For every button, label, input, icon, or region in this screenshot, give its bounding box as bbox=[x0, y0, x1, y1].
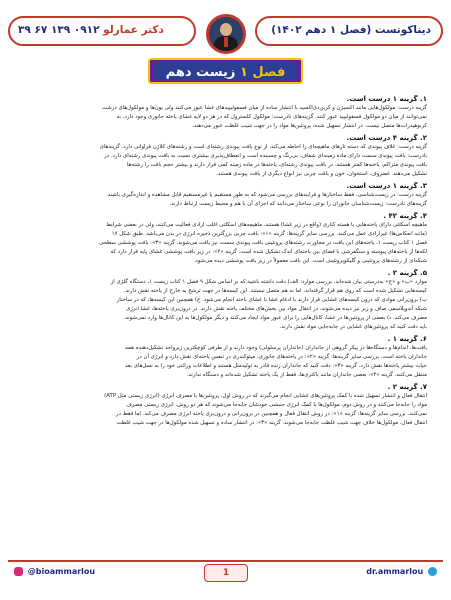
question-heading: ۵. گزینه ۲ . bbox=[387, 269, 427, 277]
answer-text-line: ماهیچه اسکلتی دارای یاخته‌هایی با هسته کناری (واقع در زیر غشا) هستند. ماهیچه‌های اسکلتی اغلب ارادی فعالیت می‌کنند، ولی در بعضی شرایط bbox=[106, 222, 427, 228]
answer-text-line: نادرست: بافت پیوندی سست دارای ماده زمینه‌ای شفاف، بی‌رنگ و چسبنده است و انعطاف‌پذیری بیشتری نسبت به بافت پیوندی رشته‌ای دارد. در bbox=[104, 153, 427, 159]
question-heading: ۷. گزینه ۲ . bbox=[387, 383, 427, 391]
answer-text-line: حیات بیشتر یاخته‌ها نقش دارد. گزینه «۳»: دقت کنید که جانداران زنده قادر به تولیدمثل هستند و اطلاعات وراثتی خود را به نسل‌های بعد bbox=[125, 363, 427, 369]
answer-text-line: بافت پیوندی متراکم، یاخته‌ها کمتر هستند. در بافت پیوندی رشته‌ای، یاخته‌ها در ماده زمینه کمی قرار دارند و بیشتر حجم بافت را رشته‌ها bbox=[126, 162, 427, 168]
answer-text-line: فصل ۱ کتاب زیست ۱، یاخته‌های این بافت در مجاورت رشته‌های پروتئینی بافت پیوندی سست نیز یافت می‌شوند. گزینه «۳»: بافت پوششی سطحی bbox=[99, 240, 427, 246]
instagram-handle[interactable]: @bioammarlou bbox=[27, 567, 96, 576]
answer-text-line: گزینه درست: مولکول‌هایی مانند اکسیژن و کربن‌دی‌اکسید با انتشار ساده از میان فسفولیپیدهای غشا عبور می‌کنند ولی یون‌ها و مولکول‌های درشت bbox=[101, 105, 427, 111]
answer-text-line: نمی‌توانند از میان دو مولکول فسفولیپید عبور کنند. گزینه‌های نادرست: مولکول کلسترول که در هر دو لایه غشای یاخته جانوری وجود دارد، به bbox=[116, 114, 427, 120]
telegram-icon bbox=[428, 567, 437, 576]
answer-list bbox=[24, 92, 427, 552]
answer-text-line: منتقل می‌کنند. گزینه «۴»: بعضی جانداران مانند باکتری‌ها، فقط از یک یاخته تشکیل شده‌اند و دستگاه ندارند. bbox=[186, 372, 427, 378]
answer-text-line: باید دقت کنید که پروتئین‌های غشایی در جابه‌جایی مواد نقش دارند. bbox=[279, 324, 427, 330]
answer-text-line: شبکه‌ای از رشته‌های پروتئینی و گلیکوپروتئینی است. این بافت معمولاً در زیر بافت پوششی دیده می‌شود. bbox=[193, 258, 427, 264]
answer-text-line: ب) برون‌رانی موادی که درون کیسه‌های غشایی قرار دارند با ادغام غشا با غشای یاخته انجام می‌شود. ج) همچنین این کیسه‌ها، که در ساختار bbox=[116, 297, 427, 303]
chapter-subject: زیست دهم bbox=[165, 65, 236, 80]
answer-text-line: مصرف می‌کند. د) بعضی از پروتئین‌ها در غشا، کانال‌هایی را برای عبور مواد ایجاد می‌کنند و دیگر مولکول‌ها به این کانال‌ها وارد نمی‌شوند. bbox=[123, 315, 427, 321]
author-avatar bbox=[206, 14, 246, 54]
author-name: دکتر عمارلو bbox=[103, 24, 164, 36]
answer-text-line: بافت‌ها، اندام‌ها و دستگاه‌ها در پیکر گروهی از جانداران (جانداران پرسلولی) وجود دارند و از طرفی کوچکترین زیرواحد تشکیل‌دهنده همه bbox=[125, 345, 427, 351]
answer-text-line: جانداران یاخته است. بررسی سایر گزینه‌ها: گزینه «۲»: در یاخته‌های جانوری، میتوکندری در تنفس یاخته‌ای نقش دارد و انرژی آن در bbox=[136, 354, 427, 360]
answer-text-line: کربوهیدرات‌ها متصل نیست. در انتشار تسهیل شده، پروتئین‌ها مواد را در جهت شیب غلظت عبور می‌دهند. bbox=[192, 123, 427, 129]
answer-text-line: گزینه درست: غلاف پیوندی که دسته تارهای ماهیچه‌ای را احاطه می‌کند، از نوع بافت پیوندی رشته‌ای است و رشته‌های کلاژن فراوانی دارد. گزینه‌های bbox=[99, 144, 427, 150]
question-heading: ۲. گزینه ۴ درست است. bbox=[346, 134, 427, 142]
answer-text-line: گزینه‌های نادرست: زیست‌شناسان جانوران را نوعی ساختار می‌دانند که اجزای آن با هم و محیط زیست ارتباط دارند. bbox=[169, 201, 427, 207]
answer-text-line: تشکیل می‌دهند. غضروف، استخوان، خون و بافت چربی نیز انواع دیگری از بافت پیوندی هستند. bbox=[216, 171, 427, 177]
instagram-icon bbox=[14, 567, 23, 576]
answer-text-line: موارد «ب» و «ج» به‌درستی بیان شده‌اند. بررسی موارد: الف) دقت داشته باشید که بر اساس شکل ۹ فصل ۱ کتاب زیست ۱، دستگاه گلژی از bbox=[110, 279, 427, 285]
question-heading: ۱. گزینه ۱ درست است. bbox=[346, 95, 427, 103]
question-heading: ۳. گزینه ۱ درست است. bbox=[346, 182, 427, 190]
header-title: دیناکوتست (فصل ۱ دهم ۱۴۰۲) bbox=[271, 24, 431, 36]
answer-text-line: انتقال فعال، مولکول‌ها خلاف جهت شیب غلظت جابه‌جا می‌شوند. گزینه «۳»: در انتشار ساده و تسهیل شده مولکول‌ها در جهت شیب غلظت bbox=[116, 420, 427, 426]
author-phone: ۰۹۱۲ ۱۳۹ ۶۷ ۳۹ bbox=[18, 24, 100, 36]
answer-text-line: مواد را جابه‌جا می‌کنند و در روش دوم، مولکول‌ها با کمک انرژی جنبشی خودشان جابه‌جا می‌شوند که هر دو روش، انرژی زیستی مصرف bbox=[126, 402, 427, 408]
answer-text-line: گزینه درست: در زیست‌شناسی، فقط ساختارها و فرایندهای بررسی می‌شود که به طور مستقیم یا غیرمستقیم قابل مشاهده و اندازه‌گیری باشند. bbox=[106, 192, 427, 198]
email-handle[interactable]: dr.ammarlou bbox=[366, 567, 424, 576]
answer-text-line: انتقال فعال و انتشار تسهیل شده با کمک پروتئین‌های غشایی انجام می‌گیرند که در روش اول، پروتئین‌ها با مصرف انرژی (انرژی زیستی مثل ATP) bbox=[104, 393, 427, 399]
page-number: 1 bbox=[204, 564, 248, 582]
answer-text-line: نمی‌کنند. بررسی سایر گزینه‌ها: گزینه «۱»: در روش انتقال فعال و همچنین در برون‌رانی و درون‌بری یاخته انرژی مصرف می‌کند. اما فقط در bbox=[116, 411, 427, 417]
header-author-box bbox=[8, 16, 196, 46]
header bbox=[8, 14, 443, 48]
answer-text-line: کیسه‌هایی تشکیل شده است که روی هم قرار گرفته‌اند، اما نه هم متصل نیستند. این کیسه‌ها در جهت ترشح به خارج از یاخته نقش دارند. bbox=[123, 288, 427, 294]
answer-text-line: لکه‌ها از یاخته‌های پیوسته و سنگفرشی با فضای بین یاخته‌ای اندک تشکیل شده است. گزینه «۲»: در زیر بافت پوششی غشای پایه قرار دارد که bbox=[110, 249, 427, 255]
chapter-title-banner bbox=[148, 58, 303, 84]
answer-text-line: (مانند انعکاس‌ها) غیرارادی عمل می‌کنند. بررسی سایر گزینه‌ها: گزینه «۱»: بافت چربی بزرگترین ذخیره انرژی در بدن می‌باشد. طبق شکل ۱۷ bbox=[111, 231, 427, 237]
question-heading: ۴. گزینه ۴۲ . bbox=[383, 212, 427, 220]
chapter-number: فصل ۱ bbox=[239, 65, 286, 80]
footer bbox=[8, 560, 443, 584]
question-heading: ۶. گزینه ۱ . bbox=[387, 335, 427, 343]
answer-text-line: شبکه آندوپلاسمی صاف و زبر نیز دیده می‌شوند، در انتقال مواد بین بخش‌های مختلف یاخته نقش دارند. در درون‌بری یاخته‌ها، غشا انرژی bbox=[126, 306, 427, 312]
header-title-box bbox=[255, 16, 443, 46]
